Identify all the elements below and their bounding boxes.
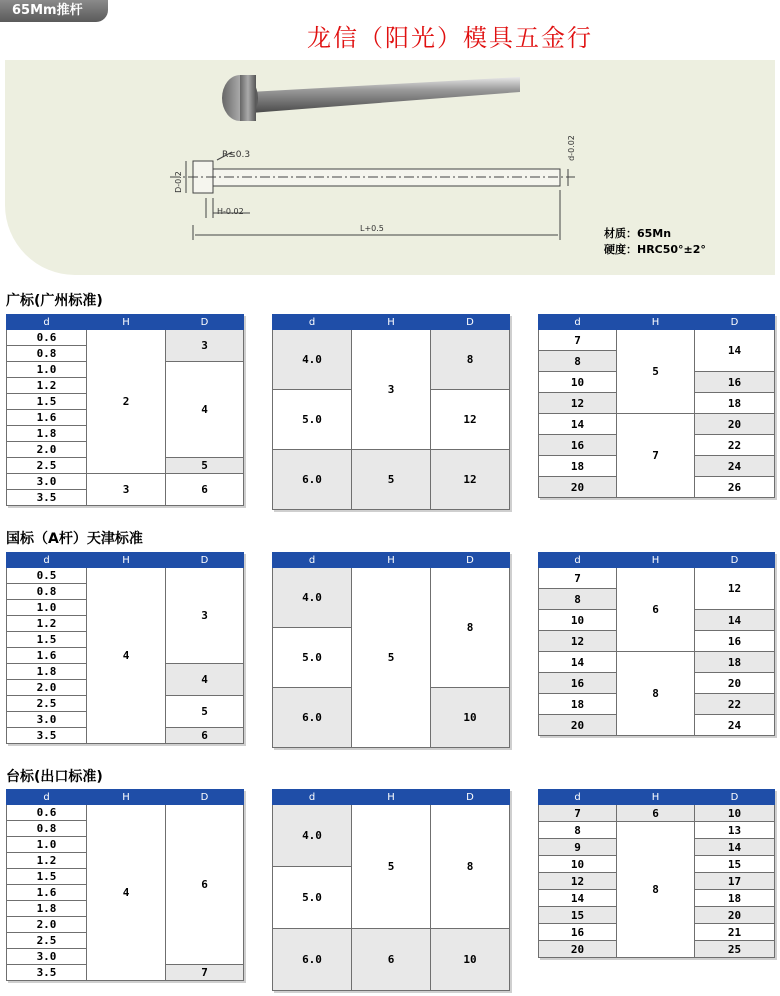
cell-h: 5 <box>352 805 431 929</box>
cell-d: 1.0 <box>7 837 87 853</box>
gb-table-1 <box>6 314 244 506</box>
cell-h: 7 <box>617 414 695 498</box>
cell-D: 26 <box>695 477 775 498</box>
cell-D: 12 <box>431 390 510 450</box>
cell-D: 3 <box>166 330 244 362</box>
cell-d: 12 <box>539 631 617 652</box>
cell-D: 6 <box>166 728 244 744</box>
col-d: d <box>539 553 617 568</box>
cell-d: 0.8 <box>7 584 87 600</box>
cell-D: 6 <box>166 805 244 965</box>
col-d: d <box>273 553 352 568</box>
cell-D: 24 <box>695 715 775 736</box>
col-d: d <box>539 790 617 805</box>
cell-d: 6.0 <box>273 688 352 748</box>
cell-d: 1.0 <box>7 362 87 378</box>
cell-d: 1.0 <box>7 600 87 616</box>
cell-d: 10 <box>539 610 617 631</box>
cell-D: 5 <box>166 696 244 728</box>
cell-d: 20 <box>539 941 617 958</box>
cell-d: 2.0 <box>7 917 87 933</box>
cell-D: 20 <box>695 673 775 694</box>
cell-D: 4 <box>166 362 244 458</box>
cell-d: 5.0 <box>273 628 352 688</box>
cell-d: 3.5 <box>7 490 87 506</box>
cell-d: 1.5 <box>7 632 87 648</box>
cell-D: 20 <box>695 907 775 924</box>
col-h: H <box>87 315 166 330</box>
cell-d: 8 <box>539 351 617 372</box>
cell-h: 5 <box>352 450 431 510</box>
cell-d: 1.8 <box>7 426 87 442</box>
cell-d: 1.2 <box>7 378 87 394</box>
col-d: d <box>273 315 352 330</box>
cell-D: 8 <box>431 568 510 688</box>
col-h: H <box>352 790 431 805</box>
cell-d: 1.2 <box>7 853 87 869</box>
cell-d: 3.0 <box>7 712 87 728</box>
material-label: 材质：65Mn <box>604 227 672 240</box>
cell-h: 4 <box>87 568 166 744</box>
cell-d: 5.0 <box>273 867 352 929</box>
radius-label: R≤0.3 <box>222 150 251 160</box>
cell-h: 8 <box>617 822 695 958</box>
cell-h: 8 <box>617 652 695 736</box>
cell-h: 6 <box>352 929 431 991</box>
gj-table-2 <box>272 552 510 748</box>
col-D: D <box>166 315 244 330</box>
cell-D: 18 <box>695 890 775 907</box>
head-dia-label: D-0.2 <box>174 171 183 193</box>
section-gj-title: 国标（A杆）天津标准 <box>6 531 143 547</box>
col-D: D <box>166 790 244 805</box>
cell-D: 8 <box>431 805 510 929</box>
tb-table-2 <box>272 789 510 991</box>
tb-table-1 <box>6 789 244 981</box>
cell-D: 7 <box>166 965 244 981</box>
gj-table-1 <box>6 552 244 744</box>
col-h: H <box>87 790 166 805</box>
cell-d: 2.5 <box>7 696 87 712</box>
col-d: d <box>7 315 87 330</box>
cell-h: 6 <box>617 805 695 822</box>
gb-table-3 <box>538 314 775 498</box>
cell-d: 14 <box>539 414 617 435</box>
cell-d: 15 <box>539 907 617 924</box>
ejector-pin-photo <box>222 75 520 121</box>
col-h: H <box>617 315 695 330</box>
cell-d: 3.0 <box>7 474 87 490</box>
cell-D: 22 <box>695 694 775 715</box>
cell-D: 4 <box>166 664 244 696</box>
cell-d: 20 <box>539 715 617 736</box>
cell-d: 4.0 <box>273 568 352 628</box>
cell-d: 1.6 <box>7 648 87 664</box>
cell-d: 5.0 <box>273 390 352 450</box>
section-gb-title: 广标(广州标准) <box>6 293 103 309</box>
cell-d: 16 <box>539 924 617 941</box>
cell-d: 1.5 <box>7 869 87 885</box>
cell-d: 14 <box>539 652 617 673</box>
col-d: d <box>7 790 87 805</box>
cell-d: 7 <box>539 330 617 351</box>
length-label: L+0.5 <box>360 224 384 233</box>
gb-table-2 <box>272 314 510 510</box>
col-h: H <box>87 553 166 568</box>
cell-d: 2.0 <box>7 442 87 458</box>
cell-d: 8 <box>539 822 617 839</box>
cell-d: 0.8 <box>7 821 87 837</box>
col-D: D <box>695 315 775 330</box>
col-h: H <box>352 553 431 568</box>
cell-d: 6.0 <box>273 450 352 510</box>
cell-D: 21 <box>695 924 775 941</box>
cell-D: 14 <box>695 610 775 631</box>
cell-d: 0.8 <box>7 346 87 362</box>
cell-d: 2.5 <box>7 933 87 949</box>
cell-d: 4.0 <box>273 805 352 867</box>
col-D: D <box>431 790 510 805</box>
cell-D: 25 <box>695 941 775 958</box>
cell-h: 4 <box>87 805 166 981</box>
cell-D: 15 <box>695 856 775 873</box>
cell-d: 4.0 <box>273 330 352 390</box>
cell-D: 10 <box>431 929 510 991</box>
cell-h: 5 <box>352 568 431 748</box>
cell-d: 3.0 <box>7 949 87 965</box>
cell-d: 7 <box>539 568 617 589</box>
hardness-label: 硬度：HRC50°±2° <box>604 243 706 256</box>
cell-D: 12 <box>695 568 775 610</box>
cell-D: 18 <box>695 652 775 673</box>
cell-h: 3 <box>352 330 431 450</box>
cell-D: 5 <box>166 458 244 474</box>
col-D: D <box>431 315 510 330</box>
col-D: D <box>695 553 775 568</box>
cell-d: 1.8 <box>7 664 87 680</box>
cell-D: 14 <box>695 330 775 372</box>
cell-h: 6 <box>617 568 695 652</box>
cell-d: 7 <box>539 805 617 822</box>
col-h: H <box>617 553 695 568</box>
cell-D: 16 <box>695 372 775 393</box>
cell-d: 1.2 <box>7 616 87 632</box>
cell-D: 6 <box>166 474 244 506</box>
cell-d: 2.0 <box>7 680 87 696</box>
cell-d: 20 <box>539 477 617 498</box>
cell-d: 1.5 <box>7 394 87 410</box>
cell-D: 8 <box>431 330 510 390</box>
cell-D: 17 <box>695 873 775 890</box>
cell-D: 14 <box>695 839 775 856</box>
cell-d: 18 <box>539 694 617 715</box>
cell-d: 0.5 <box>7 568 87 584</box>
cell-D: 10 <box>431 688 510 748</box>
col-D: D <box>166 553 244 568</box>
col-d: d <box>539 315 617 330</box>
cell-d: 16 <box>539 435 617 456</box>
cell-d: 3.5 <box>7 728 87 744</box>
cell-D: 13 <box>695 822 775 839</box>
cell-d: 1.8 <box>7 901 87 917</box>
cell-d: 16 <box>539 673 617 694</box>
cell-d: 12 <box>539 393 617 414</box>
cell-d: 1.6 <box>7 410 87 426</box>
cell-d: 1.6 <box>7 885 87 901</box>
cell-d: 2.5 <box>7 458 87 474</box>
col-h: H <box>617 790 695 805</box>
tb-table-3 <box>538 789 775 958</box>
cell-D: 24 <box>695 456 775 477</box>
cell-d: 14 <box>539 890 617 907</box>
cell-d: 10 <box>539 372 617 393</box>
col-D: D <box>431 553 510 568</box>
material-spec <box>604 226 706 258</box>
cell-d: 8 <box>539 589 617 610</box>
cell-D: 3 <box>166 568 244 664</box>
col-d: d <box>7 553 87 568</box>
col-h: H <box>352 315 431 330</box>
shaft-dia-label: d-0.02 <box>567 135 576 161</box>
cell-d: 6.0 <box>273 929 352 991</box>
col-D: D <box>695 790 775 805</box>
cell-D: 12 <box>431 450 510 510</box>
col-d: d <box>273 790 352 805</box>
head-height-label: H-0.02 <box>217 207 244 216</box>
cell-D: 20 <box>695 414 775 435</box>
cell-h: 2 <box>87 330 166 474</box>
cell-h: 5 <box>617 330 695 414</box>
cell-d: 18 <box>539 456 617 477</box>
gj-table-3 <box>538 552 775 736</box>
cell-d: 3.5 <box>7 965 87 981</box>
product-tag-label: 65Mm推杆 <box>12 3 83 18</box>
page-title: 龙信（阳光）模具五金行 <box>307 24 593 52</box>
cell-D: 16 <box>695 631 775 652</box>
cell-D: 22 <box>695 435 775 456</box>
cell-d: 9 <box>539 839 617 856</box>
cell-h: 3 <box>87 474 166 506</box>
cell-D: 18 <box>695 393 775 414</box>
cell-d: 12 <box>539 873 617 890</box>
cell-d: 0.6 <box>7 805 87 821</box>
cell-D: 10 <box>695 805 775 822</box>
cell-d: 0.6 <box>7 330 87 346</box>
section-tb-title: 台标(出口标准) <box>6 769 103 785</box>
cell-d: 10 <box>539 856 617 873</box>
